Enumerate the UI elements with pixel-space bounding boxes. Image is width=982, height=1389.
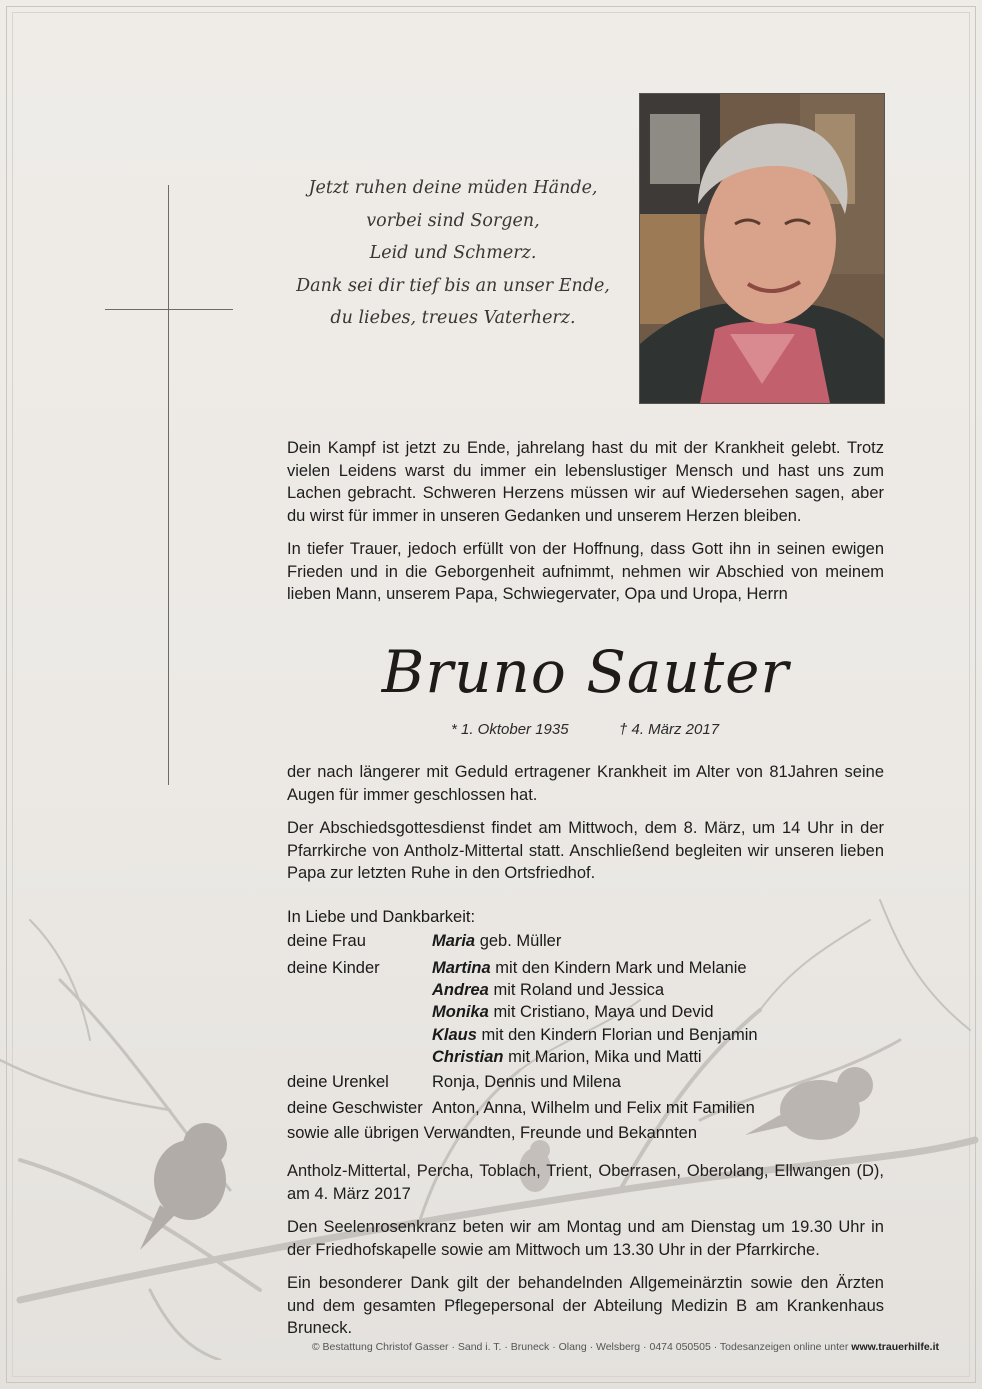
poem-line: Jetzt ruhen deine müden Hände, [308,178,598,198]
poem-line: du liebes, treues Vaterherz. [330,308,576,328]
intro-text [287,437,884,606]
locations-paragraph: Antholz-Mittertal, Percha, Toblach, Trient, Oberrasen, Oberolang, Ellwangen (D), am 4. März 2017 [287,1162,884,1203]
cross-vertical-bar [168,185,169,785]
footer-credit: © Bestattung Christof Gasser · Sand i. T. · Bruneck · Olang · Welsberg · 0474 050505 · Todesanzeigen online unter www.trauerhilfe.it [311,1341,939,1353]
poem-line: vorbei sind Sorgen, [366,210,540,231]
child-entry: Monika mit Cristiano, Maya und Devid [432,1003,714,1021]
obituary-page: Jetzt ruhen deine müden Hände, vorbei sind Sorgen, Leid und Schmerz. Dank sei dir tief bis an unser Ende, du liebes, treues Vaterherz. Dein Kampf ist jetzt zu Ende, jahrelang hast du mit der Krankheit gelebt. Trotz vielen Leidens warst du immer ein lebenslustiger Mensch und hast uns zum Lachen gebracht. Schweren Herzens müssen wir auf Wiedersehen sagen, aber du wirst für immer in unseren Gedanken und unserem Herzen bleiben. In tiefer Trauer, jedoch erfüllt von der Hoffnung, dass Gott ihn in seinen ewigen Frieden und in die Geborgenheit aufnimmt, nehmen wir Abschied von meinem lieben Mann, unserem Papa, Schwiegervater, Opa und Uropa, Herrn Bruno Sauter * 1. Oktober 1935 † 4. März 2017 der nach längerer mit Geduld ertragener Krankheit im Alter von 81Jahren seine Augen für immer geschlossen hat. Der Abschiedsgottesdienst findet am Mittwoch, dem 8. März, um 14 Uhr in der Pfarrkirche von Antholz-Mittertal statt. Anschließend begleiten wir unseren lieben Papa zur letzten Ruhe in den Ortsfriedhof. In Liebe und Dankbarkeit: deine Frau Maria geb. Müller deine Kinder Martina mit den Kindern Mark und Melanie Andrea mit Roland und Jessica Monika mit Cristiano, Maya und Devid Klaus mit den Kindern Florian und Benjamin Christian mit Marion, Mika und Matti deine Urenkel Ronja, Dennis und Milena deine Geschwister Anton, Anna, Wilhelm und Felix mit Familien sowie alle übrigen Verwandten, Freunde und Bekannten Antholz-Mittertal, Percha, Toblach, Trient, Oberrasen, Oberolang, Ellwangen (D), am 4. März 2017 Den Seelenrosenkranz beten wir am Montag und am Dienstag um 19.30 Uhr in der Friedhofskapelle sowie am Mittwoch um 13.30 Uhr in der Pfarrkirche. Ein besonderer Dank gilt der behandelnden Allgemeinärztin sowie den Ärzten und dem gesamten Pflegepersonal der Abteilung Medizin B am Krankenhaus Bruneck. © Bestattung Christof Gasser · Sand i. T. · Bruneck · Olang · Welsberg · 0474 050505 · Todesanzeigen online unter www.trauerhilfe.it [0,0,982,1389]
memorial-poem [268,172,638,335]
footer-website-link[interactable]: www.trauerhilfe.it [851,1341,939,1353]
poem-line: Dank sei dir tief bis an unser Ende, [296,275,610,296]
death-date: † 4. März 2017 [619,721,720,738]
cross-horizontal-bar [105,309,233,310]
announcement-text [287,761,884,885]
closing-text [287,1160,884,1340]
thanks-paragraph: Ein besonderer Dank gilt der behandelnden Allgemeinärztin sowie den Ärzten und dem gesamten Pflegepersonal der Abteilung Medizin B am Krankenhaus Bruneck. [287,1274,884,1337]
intro-paragraph: Dein Kampf ist jetzt zu Ende, jahrelang hast du mit der Krankheit gelebt. Trotz vielen Leidens warst du immer ein lebenslustiger Mensch und hast uns zum Lachen gebracht. Schweren Herzens müssen wir auf Wiedersehen sagen, aber du wirst für immer in unseren Gedanken und unserem Herzen bleiben. [287,439,884,525]
intro-paragraph: In tiefer Trauer, jedoch erfüllt von der Hoffnung, dass Gott ihn in seinen ewigen Frieden und in die Geborgenheit aufnimmt, nehmen wir Abschied von meinem lieben Mann, unserem Papa, Schwiegervater, Opa und Uropa, Herrn [287,540,884,603]
child-entry: Martina mit den Kindern Mark und Melanie [432,959,747,977]
child-entry: Klaus mit den Kindern Florian und Benjamin [432,1026,758,1044]
portrait-photo [639,93,885,404]
deceased-name: Bruno Sauter [381,638,790,706]
child-entry: Christian mit Marion, Mika und Matti [432,1048,702,1066]
birth-date: * 1. Oktober 1935 [451,721,569,738]
service-paragraph: Der Abschiedsgottesdienst findet am Mittwoch, dem 8. März, um 14 Uhr in der Pfarrkirche von Antholz-Mittertal statt. Anschließend begleiten wir unseren lieben Papa zur letzten Ruhe in den Ortsfriedhof. [287,819,884,882]
announcement-paragraph: der nach längerer mit Geduld ertragener Krankheit im Alter von 81Jahren seine Augen für immer geschlossen hat. [287,763,884,804]
rosary-paragraph: Den Seelenrosenkranz beten wir am Montag und am Dienstag um 19.30 Uhr in der Friedhofskapelle sowie am Mittwoch um 13.30 Uhr in der Pfarrkirche. [287,1218,884,1259]
poem-line: Leid und Schmerz. [369,243,537,263]
child-entry: Andrea mit Roland und Jessica [432,981,665,999]
